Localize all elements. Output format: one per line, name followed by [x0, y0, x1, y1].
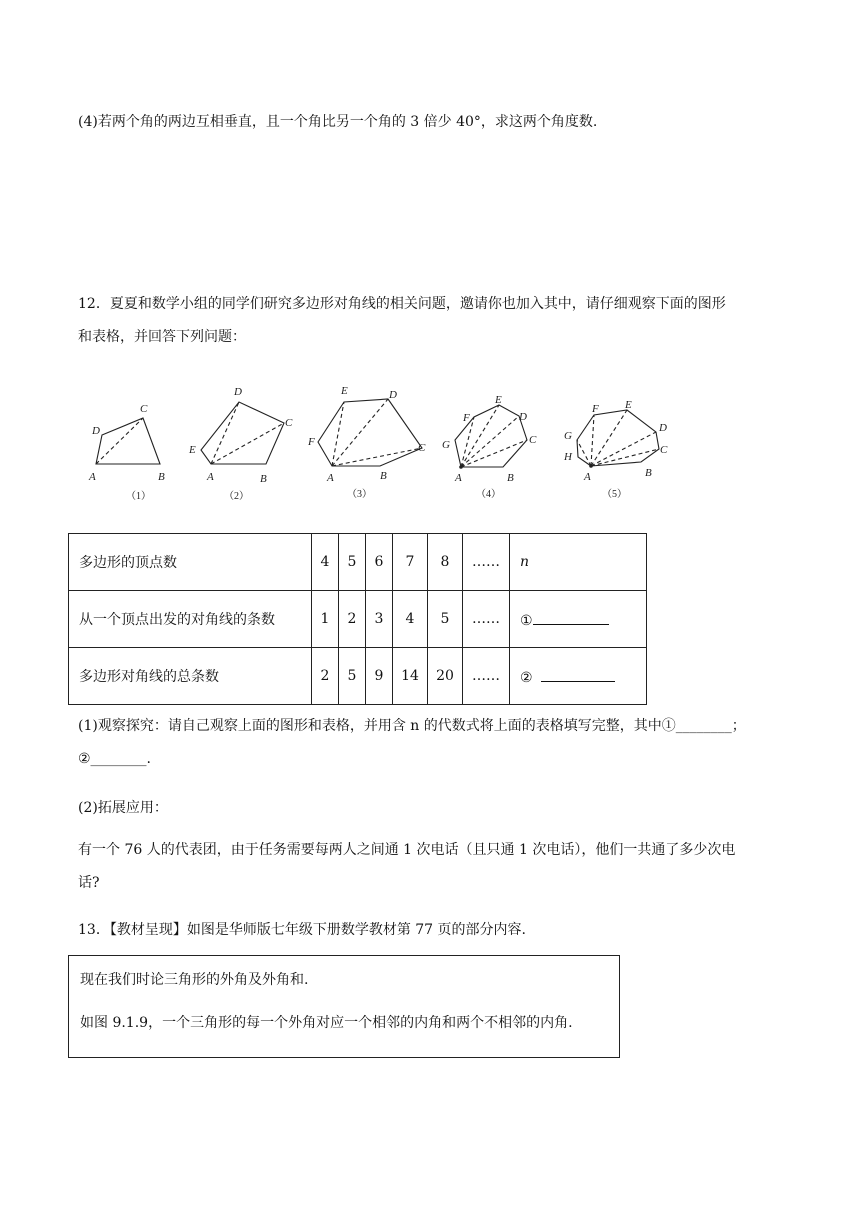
q12-part1-line1: (1)观察探究：请自己观察上面的图形和表格，并用含 n 的代数式将上面的表格填写完整，其中①________； — [78, 718, 746, 734]
fig1-label-a: A — [89, 471, 96, 483]
answer-blank-1-marker: ① — [520, 612, 533, 629]
fig5-diagonal-1 — [577, 440, 591, 466]
fig2-label-e: E — [189, 444, 196, 456]
answer-blank-1[interactable] — [533, 610, 609, 625]
fig5-label-b: B — [645, 467, 652, 479]
fig2-polygon — [201, 402, 284, 464]
table-cell-n: n — [520, 554, 530, 570]
excerpt-line1: 现在我们时论三角形的外角及外角和. — [80, 972, 309, 988]
fig5-label-d: D — [659, 422, 667, 434]
table-cell: 8 — [428, 534, 463, 591]
fig4-label-f: F — [463, 412, 470, 424]
fig4-label-c: C — [529, 434, 537, 446]
row3-label: 多边形对角线的总条数 — [69, 648, 312, 705]
fig5-diagonal-4 — [591, 432, 656, 466]
fig1-label-b: B — [158, 471, 165, 483]
table-cell: 2 — [339, 591, 366, 648]
fig4-label-d: D — [519, 411, 527, 423]
fig4-vertex-a-dot — [459, 465, 463, 469]
fig4-caption: （4） — [476, 489, 501, 500]
polygon-diagonal-table — [68, 533, 647, 705]
answer-blank-2-marker: ② — [520, 669, 533, 686]
q12-intro-line1: 12．夏夏和数学小组的同学们研究多边形对角线的相关问题，邀请你也加入其中，请仔细观察下面的图形 — [78, 296, 726, 312]
q12-part1-line2: ②________. — [78, 751, 152, 767]
fig1-label-d: D — [92, 425, 100, 437]
fig4-label-a: A — [455, 472, 462, 484]
row2-label: 从一个顶点出发的对角线的条数 — [69, 591, 312, 648]
fig5-label-h: H — [564, 451, 572, 463]
polygon-figures-svg — [70, 378, 790, 508]
fig3-label-e: E — [341, 385, 348, 397]
fig1-polygon — [96, 418, 160, 464]
fig4-label-b: B — [507, 472, 514, 484]
q12-intro-line2: 和表格，并回答下列问题： — [78, 329, 246, 345]
textbook-excerpt-box — [68, 955, 620, 1058]
table-cell-ellipsis: …… — [463, 648, 510, 705]
table-cell: 5 — [339, 648, 366, 705]
fig5-diagonal-2 — [591, 415, 594, 466]
fig4-label-g: G — [442, 439, 450, 451]
fig5-label-a: A — [584, 471, 591, 483]
fig3-label-a: A — [327, 472, 334, 484]
answer-blank-2[interactable] — [541, 667, 615, 682]
fig1-label-c: C — [140, 403, 148, 415]
fig2-label-a: A — [207, 471, 214, 483]
fig5-label-c: C — [660, 444, 668, 456]
fig5-polygon — [577, 410, 659, 466]
table-cell-ellipsis: …… — [463, 534, 510, 591]
q11-part4-text: (4)若两个角的两边互相垂直，且一个角比另一个角的 3 倍少 40°，求这两个角度数. — [78, 114, 598, 130]
fig1-caption: （1） — [126, 491, 151, 502]
q12-part2-line1: 有一个 76 人的代表团，由于任务需要每两人之间通 1 次电话（且只通 1 次电话），他们一共通了多少次电 — [78, 842, 736, 858]
excerpt-line2: 如图 9.1.9，一个三角形的每一个外角对应一个相邻的内角和两个不相邻的内角. — [80, 1015, 573, 1031]
fig2-caption: （2） — [224, 491, 249, 502]
fig5-caption: （5） — [602, 489, 627, 500]
fig2-diagonal-1 — [211, 402, 239, 464]
table-cell: 7 — [393, 534, 428, 591]
table-cell-ellipsis: …… — [463, 591, 510, 648]
table-cell: 4 — [312, 534, 339, 591]
table-row — [69, 648, 647, 705]
fig5-label-f: F — [592, 403, 599, 415]
fig3-label-b: B — [380, 470, 387, 482]
polygon-figures — [70, 378, 790, 508]
fig5-vertex-a-dot — [589, 464, 593, 468]
table-cell: 6 — [366, 534, 393, 591]
table-cell: 14 — [393, 648, 428, 705]
q12-part2-line2: 话? — [78, 875, 100, 891]
table-cell: 9 — [366, 648, 393, 705]
q13-intro: 13．【教材呈现】如图是华师版七年级下册数学教材第 77 页的部分内容. — [78, 922, 526, 938]
table-row — [69, 591, 647, 648]
table-cell: 5 — [339, 534, 366, 591]
row1-label: 多边形的顶点数 — [69, 534, 312, 591]
fig3-label-f: F — [308, 436, 315, 448]
table-cell: 3 — [366, 591, 393, 648]
fig4-label-e: E — [495, 394, 502, 406]
table-cell: 20 — [428, 648, 463, 705]
table-cell: 2 — [312, 648, 339, 705]
fig5-label-g: G — [564, 430, 572, 442]
fig3-label-c: C — [418, 442, 426, 454]
table-cell: 1 — [312, 591, 339, 648]
fig4-diagonal-4 — [461, 440, 527, 467]
fig3-caption: （3） — [347, 489, 372, 500]
fig2-label-c: C — [285, 417, 293, 429]
fig5-diagonal-3 — [591, 410, 627, 466]
fig3-label-d: D — [389, 389, 397, 401]
fig1-diagonal — [96, 418, 143, 464]
fig3-diagonal-3 — [332, 448, 422, 466]
q12-part2-title: (2)拓展应用： — [78, 800, 168, 816]
table-cell: 4 — [393, 591, 428, 648]
table-cell: 5 — [428, 591, 463, 648]
fig2-label-d: D — [234, 386, 242, 398]
fig3-diagonal-2 — [332, 399, 388, 466]
fig5-label-e: E — [625, 399, 632, 411]
fig2-diagonal-2 — [211, 423, 284, 464]
fig2-label-b: B — [260, 473, 267, 485]
table-row — [69, 534, 647, 591]
